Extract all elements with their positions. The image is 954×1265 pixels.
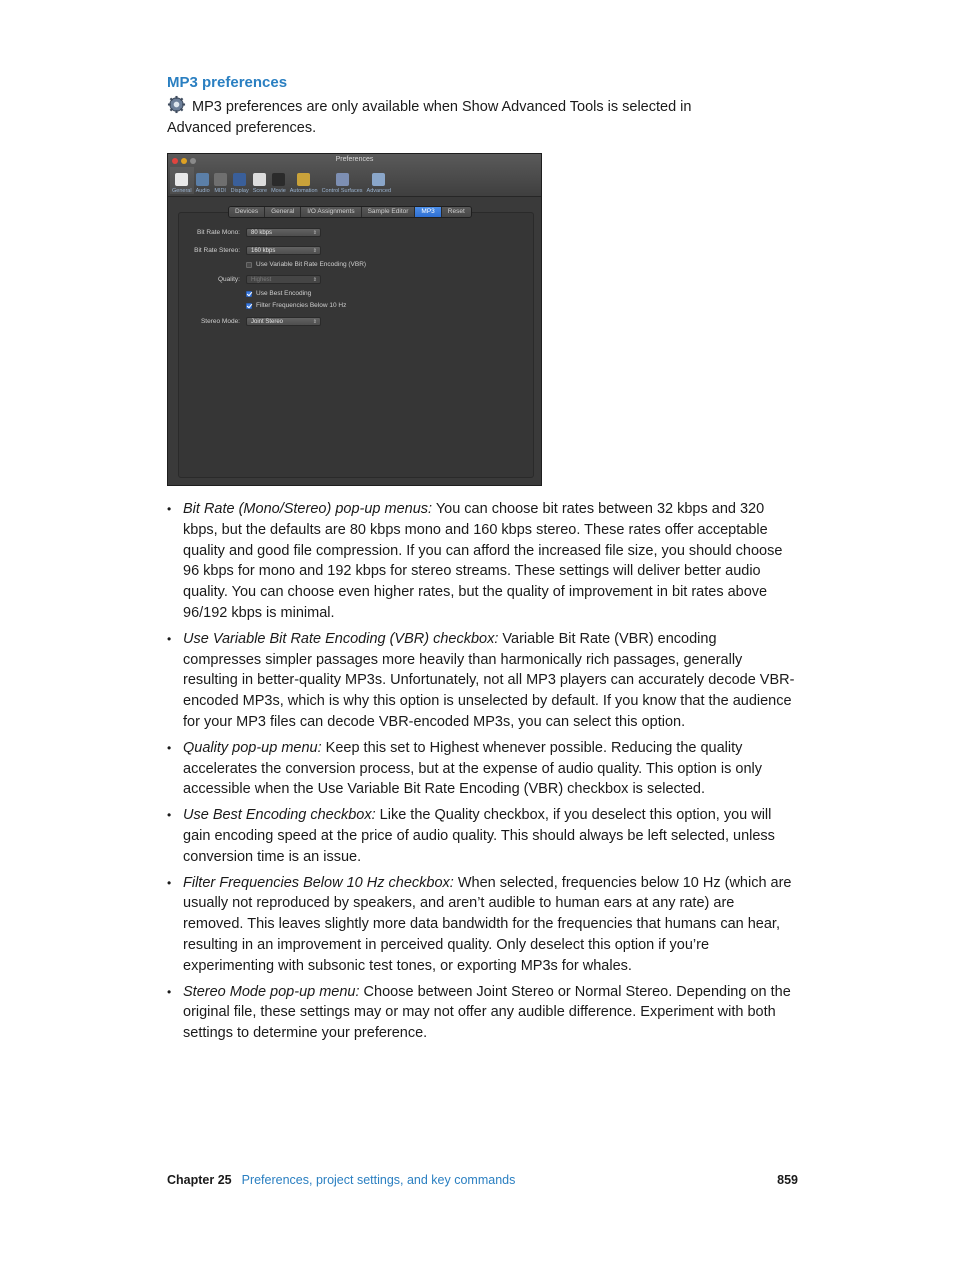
preferences-window <box>167 153 542 486</box>
window-titlebar <box>168 154 541 197</box>
control-surface-icon <box>336 173 349 186</box>
option-description: Choose between Joint Stereo or Normal Stereo. Depending on the original file, these settings may or may not offer any audible difference. Experiment with both settings to determine your preference. <box>183 983 791 1042</box>
filter-10hz-label: Filter Frequencies Below 10 Hz <box>256 302 347 309</box>
tab-mp3[interactable]: MP3 <box>415 207 441 217</box>
waveform-icon <box>196 173 209 186</box>
toolbar-item-label: MIDI <box>214 188 226 194</box>
advanced-gear-icon <box>372 173 385 186</box>
preferences-toolbar <box>170 167 393 195</box>
stereo-mode-popup[interactable] <box>246 317 321 326</box>
option-description: When selected, frequencies below 10 Hz (which are usually not reproduced by speakers, and aren’t audible to human ears at any rate) are removed. This leaves slightly more data bandwidth for the frequencies that humans can hear, resulting in an improvement in perceived quality. Only deselect this option if you’re experimenting with subsonic test tones, or exporting MP3s for whales. <box>183 874 792 974</box>
popup-arrows-icon: ⇕ <box>312 248 317 254</box>
stereo-mode-value: Joint Stereo <box>251 319 284 325</box>
quality-label: Quality: <box>217 276 240 283</box>
option-term: Stereo Mode pop-up menu: <box>183 983 360 1000</box>
option-term: Bit Rate (Mono/Stereo) pop-up menus: <box>183 501 433 517</box>
window-title: Preferences <box>335 156 374 163</box>
list-item <box>167 873 797 977</box>
quality-value: Highest <box>251 277 272 283</box>
clapboard-icon <box>272 173 285 186</box>
section-heading: MP3 preferences <box>167 74 288 91</box>
bit-rate-mono-popup[interactable] <box>246 228 321 237</box>
preferences-tab-bar <box>228 206 472 218</box>
bit-rate-stereo-label: Bit Rate Stereo: <box>194 247 240 254</box>
filter-10hz-checkbox[interactable] <box>246 302 346 309</box>
option-term: Use Best Encoding checkbox: <box>183 807 376 824</box>
bit-rate-stereo-popup[interactable] <box>246 246 321 255</box>
list-item <box>167 982 797 1044</box>
toolbar-item-label: General <box>172 188 192 194</box>
list-item <box>167 629 797 733</box>
automation-curve-icon <box>297 173 310 186</box>
intro-paragraph <box>167 95 727 139</box>
popup-arrows-icon: ⇕ <box>312 319 317 325</box>
switch-icon <box>175 173 188 186</box>
option-description: Keep this set to Highest whenever possible. Reducing the quality accelerates the conversion process, but at the expense of audio quality. This option is only accessible when the Use Variable Bit Rate Encoding (VBR) checkbox is selected. <box>183 739 763 798</box>
toolbar-item-label: Automation <box>289 188 318 194</box>
toolbar-item-label: Control Surfaces <box>321 188 363 194</box>
toolbar-item-midi[interactable] <box>212 167 229 194</box>
bit-rate-mono-value: 80 kbps <box>251 230 273 236</box>
tab-reset[interactable]: Reset <box>442 207 471 217</box>
quality-popup[interactable] <box>246 275 321 284</box>
tab-devices[interactable]: Devices <box>229 207 265 217</box>
toolbar-item-label: Audio <box>195 188 210 194</box>
toolbar-item-label: Advanced <box>366 188 392 194</box>
intro-text: MP3 preferences are only available when Show Advanced Tools is selected in Advanced preferences. <box>167 99 692 136</box>
option-description: Variable Bit Rate (VBR) encoding compresses simpler passages more heavily than harmonically rich passages, generally resulting in better-quality MP3s. Unfortunately, not all MP3 players can accurately decode VBR-encoded MP3s, which is why this option is unselected by default. If you know that the audience for your MP3 files can decode VBR-encoded MP3s, you can select this option. <box>183 630 795 730</box>
page-footer <box>167 1173 798 1187</box>
vbr-checkbox-box[interactable] <box>246 262 252 268</box>
option-descriptions-list <box>167 499 797 1049</box>
toolbar-item-automation[interactable] <box>288 167 320 194</box>
toolbar-item-score[interactable] <box>251 167 269 194</box>
list-item <box>167 499 797 624</box>
popup-arrows-icon: ⇕ <box>312 277 317 283</box>
tab-i-o-assignments[interactable]: I/O Assignments <box>301 207 361 217</box>
filter-10hz-checkbox-box[interactable] <box>246 303 252 309</box>
tab-sample-editor[interactable]: Sample Editor <box>362 207 416 217</box>
page-number: 859 <box>777 1173 798 1187</box>
list-item <box>167 805 797 867</box>
midi-connector-icon <box>214 173 227 186</box>
best-encoding-checkbox-box[interactable] <box>246 291 252 297</box>
toolbar-item-movie[interactable] <box>269 167 288 194</box>
toolbar-item-advanced[interactable] <box>365 167 393 194</box>
toolbar-item-control-surfaces[interactable] <box>320 167 365 194</box>
vbr-checkbox[interactable] <box>246 261 366 268</box>
score-notes-icon <box>253 173 266 186</box>
best-encoding-label: Use Best Encoding <box>256 290 312 297</box>
best-encoding-checkbox[interactable] <box>246 290 311 297</box>
toolbar-item-display[interactable] <box>229 167 251 194</box>
bit-rate-stereo-value: 160 kbps <box>251 248 276 254</box>
option-description: You can choose bit rates between 32 kbps and 320 kbps, but the defaults are 80 kbps mono and 160 kbps stereo. These rates offer acceptable quality and good file compression. If you can afford the increased file size, you should choose 96 kbps for mono and 192 kbps for stereo streams. These settings will deliver better audio quality. You can choose even higher rates, but the quality of improvement in bit rates above 96/192 kbps is minimal. <box>183 501 783 621</box>
bit-rate-mono-label: Bit Rate Mono: <box>197 229 240 236</box>
chapter-title-link[interactable]: Preferences, project settings, and key commands <box>241 1173 516 1187</box>
chapter-number: Chapter 25 <box>167 1173 232 1187</box>
advanced-tools-gear-icon <box>167 95 186 114</box>
option-term: Filter Frequencies Below 10 Hz checkbox: <box>183 874 454 891</box>
option-term: Use Variable Bit Rate Encoding (VBR) checkbox: <box>183 630 499 647</box>
popup-arrows-icon: ⇕ <box>312 230 317 236</box>
option-description: Like the Quality checkbox, if you deselect this option, you will gain encoding speed at the price of audio quality. This should always be left selected, unless conversion time is an issue. <box>183 807 775 865</box>
monitor-icon <box>233 173 246 186</box>
vbr-checkbox-label: Use Variable Bit Rate Encoding (VBR) <box>256 261 367 268</box>
toolbar-item-general[interactable] <box>170 167 194 194</box>
list-item <box>167 738 797 800</box>
toolbar-item-audio[interactable] <box>194 167 212 194</box>
toolbar-item-label: Score <box>252 188 268 194</box>
tab-general[interactable]: General <box>265 207 301 217</box>
stereo-mode-label: Stereo Mode: <box>200 318 240 325</box>
toolbar-item-label: Movie <box>271 188 286 194</box>
option-term: Quality pop-up menu: <box>183 739 322 756</box>
toolbar-item-label: Display <box>230 188 249 194</box>
